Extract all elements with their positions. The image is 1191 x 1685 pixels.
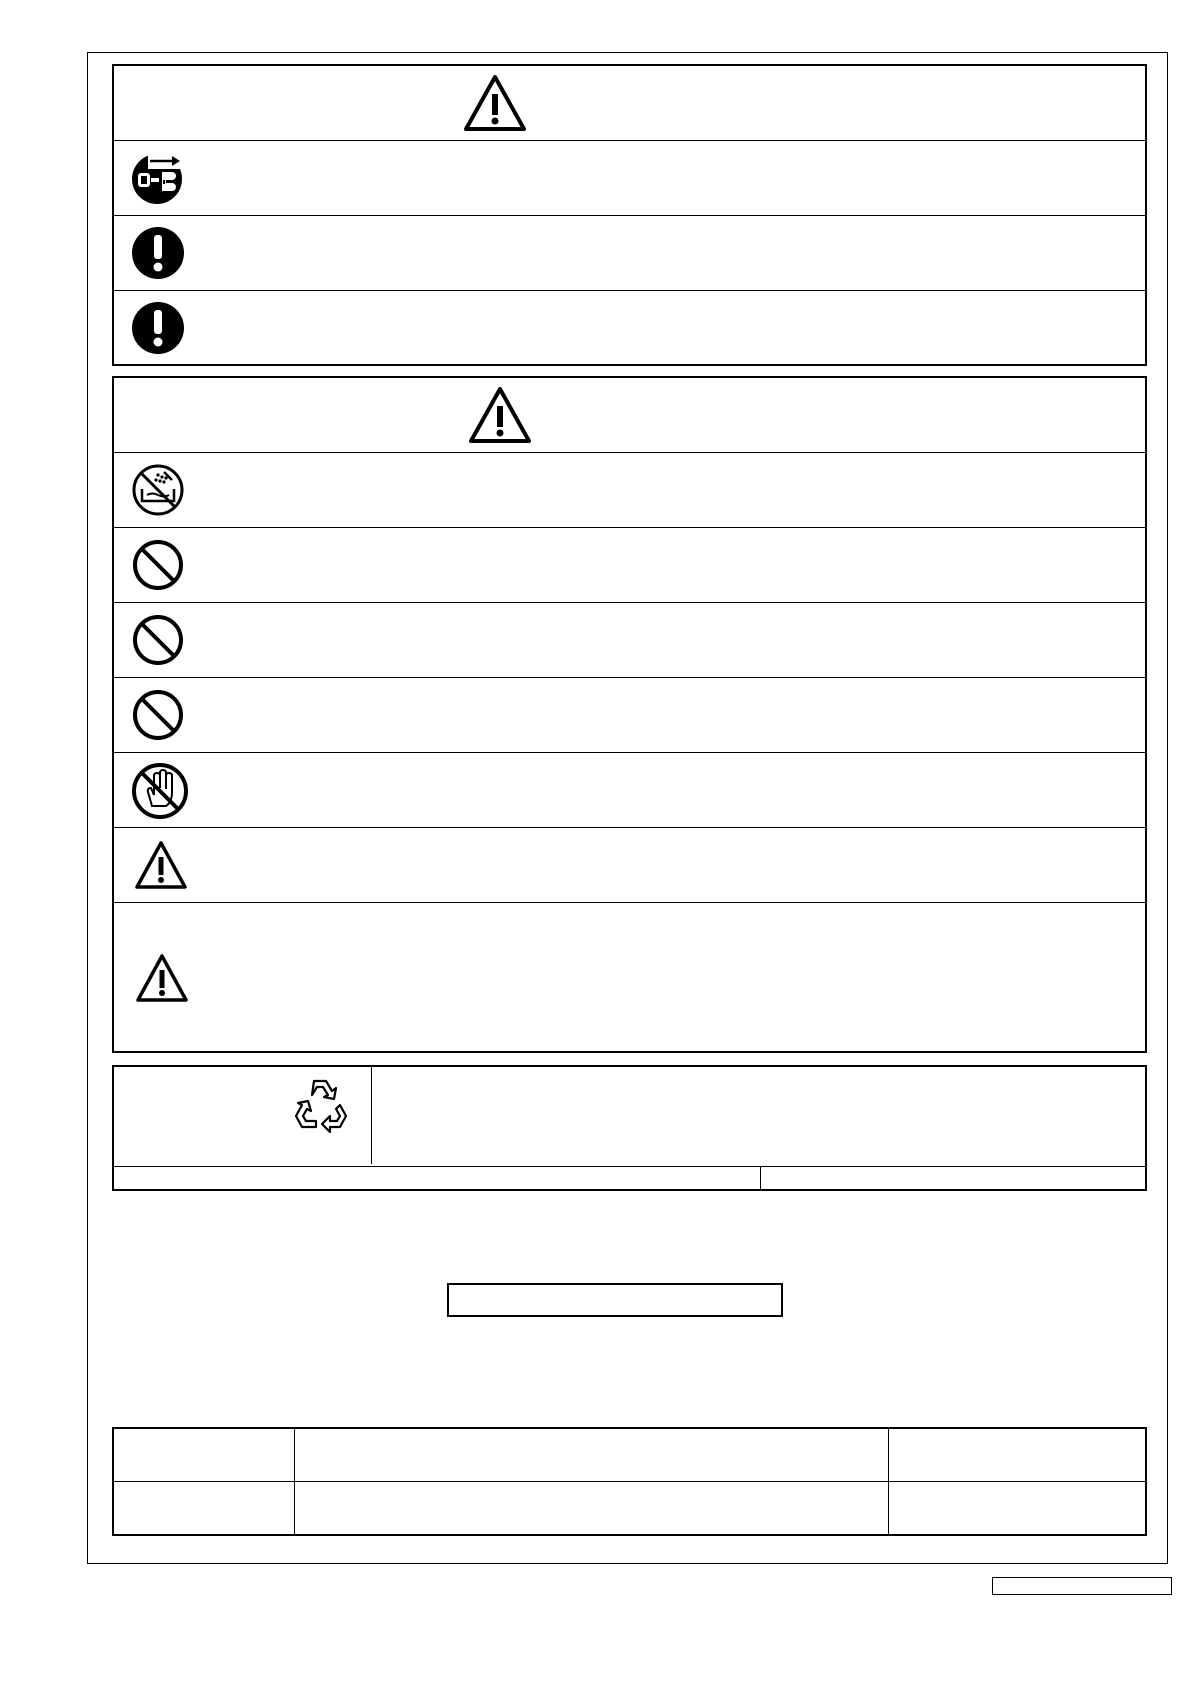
mandatory-exclamation-icon bbox=[130, 301, 186, 355]
caution-row bbox=[114, 828, 1145, 902]
caution-row bbox=[114, 603, 1145, 677]
warning-section bbox=[112, 64, 1147, 366]
warning-row bbox=[114, 291, 1145, 365]
unplug-power-icon bbox=[130, 151, 186, 205]
caution-triangle-icon bbox=[135, 953, 189, 1003]
caution-row bbox=[114, 903, 1145, 1051]
recycle-icon bbox=[290, 1075, 352, 1137]
caution-row bbox=[114, 528, 1145, 602]
warning-row bbox=[114, 141, 1145, 215]
caution-row bbox=[114, 453, 1145, 527]
caution-row bbox=[114, 678, 1145, 752]
caution-triangle-icon bbox=[468, 386, 532, 444]
prohibited-icon bbox=[130, 538, 186, 592]
no-water-icon bbox=[130, 463, 186, 517]
mandatory-exclamation-icon bbox=[130, 226, 186, 280]
warning-triangle-icon bbox=[463, 74, 527, 132]
center-title-box bbox=[447, 1283, 783, 1317]
do-not-touch-hand-icon bbox=[130, 762, 190, 820]
warning-row bbox=[114, 216, 1145, 290]
caution-section bbox=[112, 376, 1147, 1053]
prohibited-icon bbox=[130, 688, 186, 742]
prohibited-icon bbox=[130, 613, 186, 667]
bottom-table bbox=[112, 1427, 1147, 1536]
warning-header bbox=[114, 66, 1145, 140]
caution-row bbox=[114, 753, 1145, 827]
caution-header bbox=[114, 378, 1145, 452]
page-code bbox=[993, 1582, 997, 1594]
page-code-box bbox=[992, 1577, 1172, 1595]
caution-triangle-icon bbox=[134, 840, 188, 890]
recycle-section bbox=[112, 1065, 1147, 1191]
